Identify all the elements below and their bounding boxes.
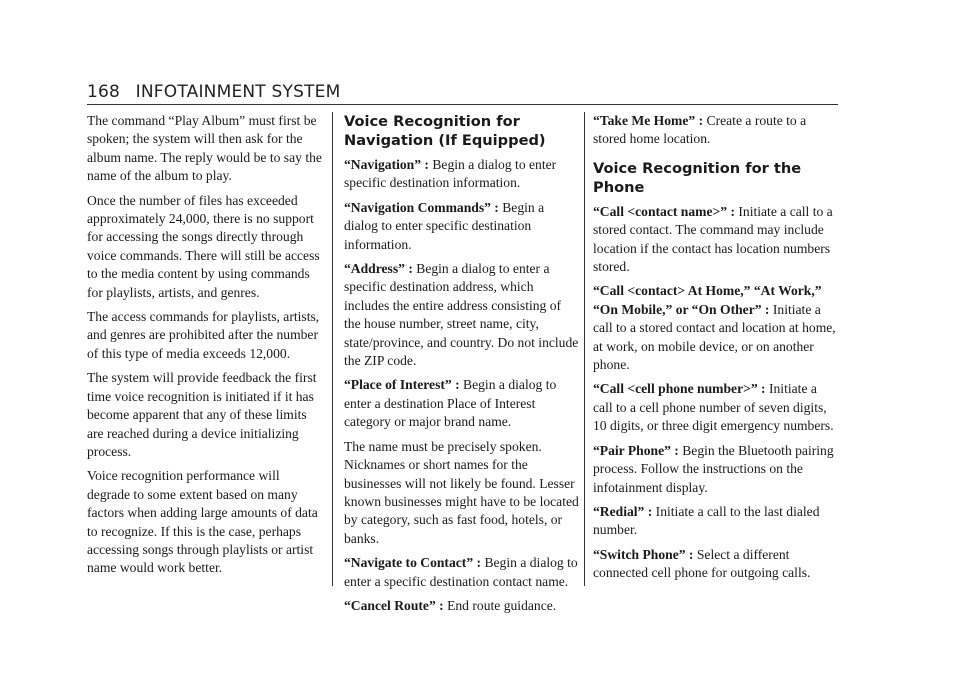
command-description: Initiate a call to the last dialed number. [593, 503, 820, 538]
command-term: “Navigation Commands” : [344, 199, 499, 215]
command-term: “Take Me Home” : [593, 113, 704, 128]
command-entry [593, 380, 838, 435]
command-term: “Navigate to Contact” : [344, 555, 482, 571]
command-entry [344, 376, 580, 431]
command-entry [593, 112, 838, 149]
column-3 [593, 112, 838, 589]
command-term: “Pair Phone” : [593, 442, 679, 458]
command-term: “Place of Interest” : [344, 377, 460, 393]
command-term: “Call <contact> At Home,” “At Work,” “On Mobile,” or “On Other” : [593, 283, 822, 317]
command-term: “Call <cell phone number>” : [593, 381, 766, 397]
command-description: Begin the Bluetooth pairing process. Follow the instructions on the infotainment display. [593, 442, 834, 495]
command-term: “Navigation” : [344, 157, 429, 172]
command-description: Begin a dialog to enter specific destination information. [344, 199, 545, 252]
column-1 [87, 112, 323, 584]
section-heading-navigation: Voice Recognition for Navigation (If Equipped) [344, 113, 546, 149]
command-entry [344, 260, 580, 370]
command-description: Begin a dialog to enter a specific destination contact name. [344, 555, 578, 589]
paragraph: Voice recognition performance will degrade to some extent based on many factors when adding large amounts of data to recognize. If this is the case, perhaps accessing songs through playlists or artist name would work better. [87, 468, 318, 576]
command-description: Initiate a call to a cell phone number of seven digits, 10 digits, or three digit emergency numbers. [593, 381, 834, 434]
command-description: Initiate a call to a stored contact and location at home, at work, on mobile device, or on another phone. [593, 301, 836, 373]
command-entry [593, 203, 838, 277]
command-description: Begin a dialog to enter a specific destination address, which includes the entire address consisting of the house number, street name, city, state/province, and country. Do not include the ZIP code. [344, 261, 579, 369]
command-entry [344, 554, 580, 591]
command-entry [344, 156, 580, 193]
command-term: “Redial” : [593, 503, 653, 519]
page-header [87, 82, 340, 102]
command-term: “Address” : [344, 261, 413, 277]
command-description: Begin a dialog to enter a destination Place of Interest category or major brand name. [344, 377, 557, 430]
command-entry [344, 597, 580, 615]
command-entry [593, 503, 838, 540]
command-entry [593, 546, 838, 583]
command-term: “Cancel Route” : [344, 597, 444, 613]
column-2 [344, 112, 580, 621]
command-entry [344, 199, 580, 254]
paragraph: Once the number of files has exceeded approximately 24,000, there is no support for accessing the songs directly through voice commands. There will still be access to the media content by using commands for playlists, artists, and genres. [87, 192, 320, 300]
command-entry [593, 442, 838, 497]
section-title: INFOTAINMENT SYSTEM [135, 82, 341, 102]
page-number: 168 [87, 82, 121, 102]
paragraph: The system will provide feedback the first time voice recognition is initiated if it has become apparent that any of these limits are reached during a device initializing process. [87, 370, 317, 459]
paragraph: The command “Play Album” must first be spoken; the system will then ask for the album name. The reply would be to say the name of the album to play. [87, 113, 322, 184]
command-description: Begin a dialog to enter specific destination information. [344, 157, 557, 191]
command-description: End route guidance. [443, 597, 557, 613]
command-description: Create a route to a stored home location. [593, 113, 807, 147]
section-heading-phone: Voice Recognition for the Phone [593, 159, 802, 196]
column-divider-2 [584, 112, 585, 586]
paragraph: The access commands for playlists, artists, and genres are prohibited after the number of this type of media exceeds 12,000. [87, 309, 320, 361]
command-entry [593, 282, 838, 374]
paragraph: The name must be precisely spoken. Nicknames or short names for the businesses will not likely be found. Lesser known businesses might have to be located by category, such as fast food, hotels, or banks. [344, 438, 579, 546]
column-divider-1 [332, 112, 333, 586]
command-description: Initiate a call to a stored contact. The command may include location if the contact has location numbers stored. [593, 203, 833, 275]
command-term: “Call <contact name>” : [593, 203, 735, 219]
command-term: “Switch Phone” : [593, 546, 694, 562]
command-description: Select a different connected cell phone for outgoing calls. [593, 546, 811, 581]
header-rule [87, 104, 838, 105]
